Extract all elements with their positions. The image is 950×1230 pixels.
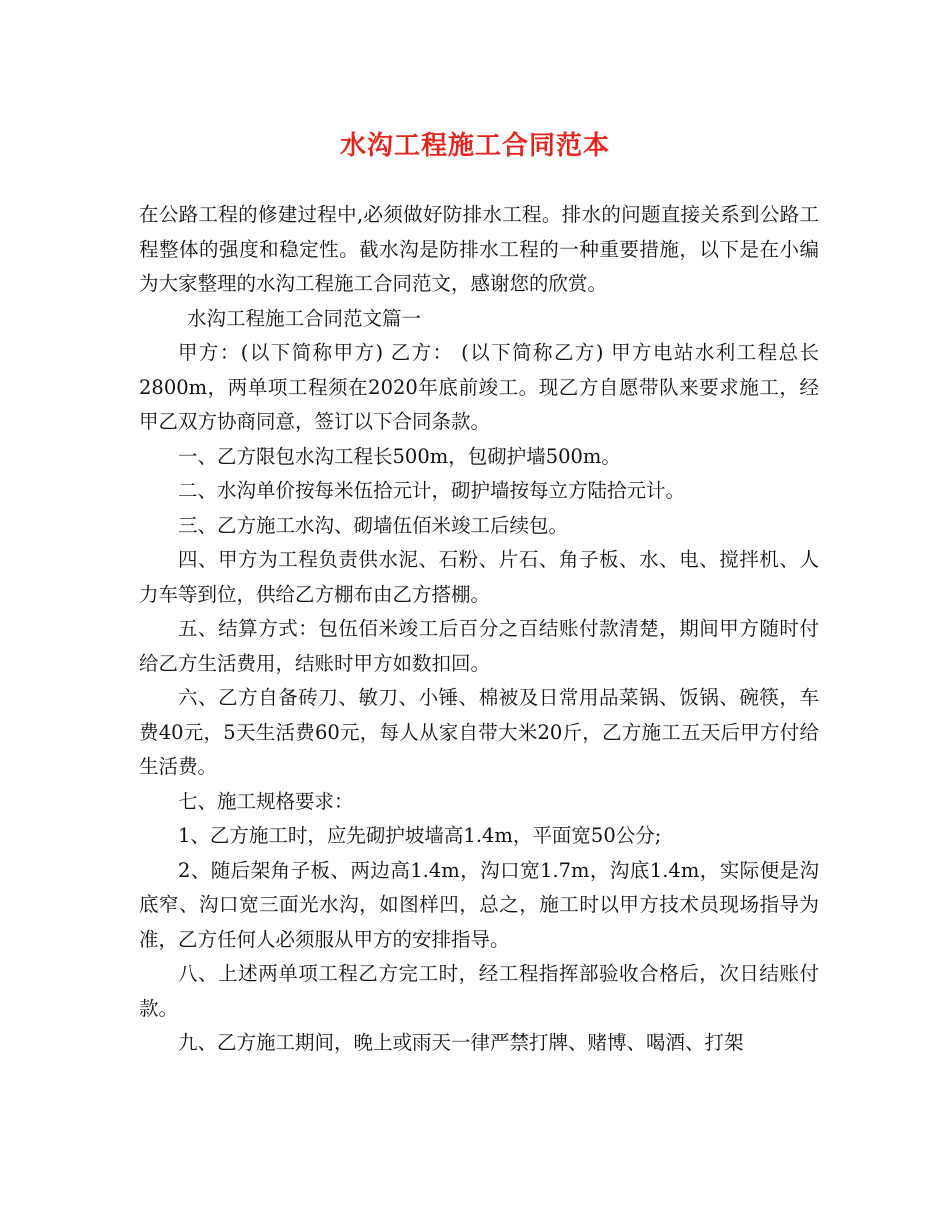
contract-parties-paragraph: 甲方：(以下简称甲方) 乙方： (以下简称乙方) 甲方电站水利工程总长2800m，两单项工程须在2020年底前竣工。现乙方自愿带队来要求施工，经甲乙双方协商同意，签订以下合同条款。	[139, 341, 819, 433]
intro-paragraph: 在公路工程的修建过程中,必须做好防排水工程。排水的问题直接关系到公路工程整体的强度和稳定性。截水沟是防排水工程的一种重要措施，以下是在小编为大家整理的水沟工程施工合同范文，感谢您的欣赏。	[139, 203, 819, 295]
clause-6: 六、乙方自备砖刀、敏刀、小锤、棉被及日常用品菜锅、饭锅、碗筷，车费40元，5天生活费60元，每人从家自带大米20斤，乙方施工五天后甲方付给生活费。	[139, 686, 819, 778]
clause-3: 三、乙方施工水沟、砌墙伍佰米竣工后续包。	[178, 513, 569, 537]
clause-1: 一、乙方限包水沟工程长500m，包砌护墙500m。	[178, 444, 621, 468]
document-body	[139, 198, 819, 1061]
clause-4: 四、甲方为工程负责供水泥、石粉、片石、角子板、水、电、搅拌机、人力车等到位，供给乙方棚布由乙方搭棚。	[139, 548, 819, 606]
clause-2: 二、水沟单价按每米伍拾元计，砌护墙按每立方陆拾元计。	[178, 479, 686, 502]
document-title: 水沟工程施工合同范本	[339, 131, 610, 161]
clause-5: 五、结算方式：包伍佰米竣工后百分之百结账付款清楚，期间甲方随时付给乙方生活费用，结账时甲方如数扣回。	[139, 617, 819, 675]
clause-9: 九、乙方施工期间，晚上或雨天一律严禁打牌、赌博、喝酒、打架	[178, 1031, 744, 1054]
section-heading: 水沟工程施工合同范文篇一	[187, 306, 422, 330]
clause-8: 八、上述两单项工程乙方完工时，经工程指挥部验收合格后，次日结账付款。	[139, 962, 819, 1020]
clause-7-item-1: 1、乙方施工时，应先砌护坡墙高1.4m，平面宽50公分;	[178, 824, 662, 847]
clause-7-item-2: 2、随后架角子板、两边高1.4m，沟口宽1.7m，沟底1.4m，实际便是沟底窄、沟口宽三面光水沟，如图样凹，总之，施工时以甲方技术员现场指导为准，乙方任何人必须服从甲方的安排指导。	[139, 858, 819, 951]
clause-7: 七、施工规格要求：	[178, 789, 354, 813]
